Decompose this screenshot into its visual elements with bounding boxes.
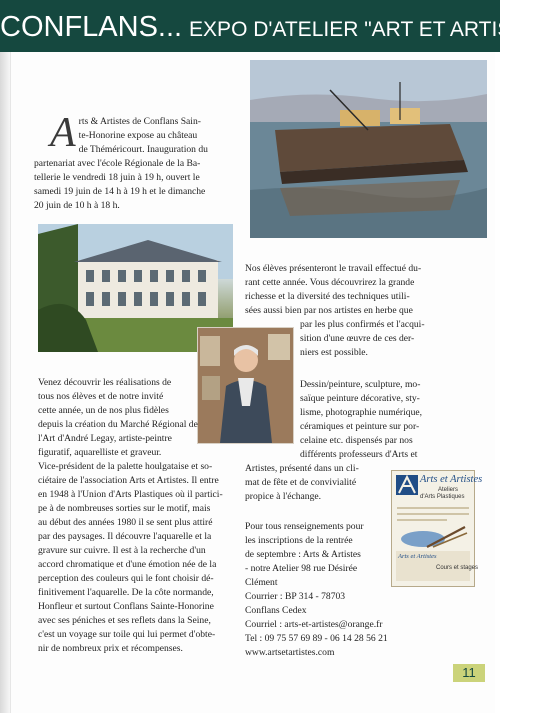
paragraph-line: rant cette année. Vous découvrirez la grande — [245, 277, 415, 288]
contact-line: Courrier : BP 314 - 78703 — [245, 591, 346, 602]
page-title — [0, 11, 560, 44]
paragraph-line: niers est possible. — [300, 347, 368, 358]
paragraph-line: accord chromatique et d'une émotion née de la — [38, 559, 217, 570]
paragraph-line: propice à l'échange. — [245, 491, 322, 502]
contact-email: Courriel : arts-et-artistes@orange.fr — [245, 619, 383, 630]
paragraph-line: celaine etc. dispensés par nos — [300, 435, 413, 446]
paragraph-line: Dessin/peinture, sculpture, mo- — [300, 379, 421, 390]
contact-line: Conflans Cedex — [245, 605, 307, 616]
intro-line: te-Honorine expose au château — [78, 130, 198, 141]
paragraph-line: tous nos élèves et de notre invité — [38, 391, 164, 402]
paragraph-line: par des paysages. Il découvre l'aquarelle et la — [38, 531, 212, 542]
left-column-paragraph-a — [38, 376, 188, 418]
contact-website: www.artsetartistes.com — [245, 647, 335, 658]
ad-logo-icon — [396, 475, 418, 495]
right-column-paragraph-1 — [245, 262, 463, 360]
paragraph-line: céramiques et peinture sur por- — [300, 421, 420, 432]
paragraph-line: au début des années 1980 il se sent plus attiré — [38, 517, 213, 528]
contact-line: les inscriptions de la rentrée — [245, 535, 353, 546]
paragraph-line: cette année, un de nos plus fidèles — [38, 405, 169, 416]
paragraph-line: avec ses péniches et ses reflets dans la Seine, — [38, 615, 211, 626]
ad-footer-subtitle: Cours et stages — [436, 565, 479, 571]
paragraph-line: sées aussi bien par nos artistes en herbe que — [245, 305, 413, 316]
ad-subtitle — [420, 487, 465, 501]
paragraph-line: depuis la création du Marché Régional de — [38, 419, 198, 430]
intro-line: tellerie le vendredi 18 juin à 19 h, ouvert le — [34, 172, 200, 183]
contact-line: Clément — [245, 577, 278, 588]
paragraph-line: en 1948 à l'Union d'Arts Plastiques où il partici- — [38, 489, 223, 500]
paragraph-line: par les plus confirmés et l'acqui- — [300, 319, 425, 330]
boats-painting-image — [250, 60, 487, 238]
title-part-2: EXPO D'ATELIER "ART ET ARTISTES" — [189, 18, 560, 41]
ad-subtitle-line-2: d'Arts Plastiques — [420, 494, 465, 500]
intro-line: 20 juin de 10 h à 18 h. — [34, 200, 120, 211]
contact-line: de septembre : Arts & Artistes — [245, 549, 361, 560]
contact-line: Pour tous renseignements pour — [245, 521, 364, 532]
paragraph-line: pe à de nombreuses sorties sur le motif, mais — [38, 503, 211, 514]
painting-photo — [250, 60, 487, 238]
intro-line: partenariat avec l'école Régionale de la Ba- — [34, 158, 201, 169]
paragraph-line: ciétaire de l'association Arts et Artistes. Il entre — [38, 475, 219, 486]
intro-paragraph — [34, 110, 238, 213]
paragraph-line: finitivement l'aquarelle. De la côte normande, — [38, 587, 214, 598]
intro-line: de Théméricourt. Inauguration du — [78, 144, 208, 155]
left-column-paragraph-b — [38, 418, 238, 656]
contact-phone: Tel : 09 75 57 69 89 - 06 14 28 56 21 — [245, 633, 388, 644]
paragraph-line: Honfleur et surtout Conflans Sainte-Honorine — [38, 601, 214, 612]
paragraph-line: gravure sur cuivre. Il est à la recherche d'un — [38, 545, 206, 556]
paragraph-line: perception des couleurs qui le font choisir dé- — [38, 573, 214, 584]
paragraph-line: lisme, photographie numérique, — [300, 407, 423, 418]
ad-title: Arts et Artistes — [420, 474, 483, 485]
paragraph-line: l'Art d'André Legay, artiste-peintre — [38, 433, 172, 444]
paragraph-line: différents professeurs d'Arts et — [300, 449, 418, 460]
paragraph-line: nir de nombreux prix et récompenses. — [38, 643, 183, 654]
paragraph-line: figuratif, aquarelliste et graveur. — [38, 447, 162, 458]
page-gutter-shadow — [0, 52, 10, 713]
paragraph-line: Vice-président de la palette houlgataise et so- — [38, 461, 213, 472]
paragraph-line: Artistes, présenté dans un cli- — [245, 463, 359, 474]
ad-subtitle-line-1: Ateliers — [438, 487, 459, 493]
paragraph-line: c'est un voyage sur toile qui lui permet d'obte- — [38, 629, 216, 640]
paragraph-line: Venez découvrir les réalisations de — [38, 377, 172, 388]
contact-info-block — [245, 520, 445, 660]
contact-line: - notre Atelier 98 rue Désirée — [245, 563, 358, 574]
title-part-1: CONFLANS... — [0, 11, 183, 43]
ad-text-line — [397, 507, 469, 509]
ad-text-line — [397, 513, 469, 515]
paragraph-line: mat de fête et de convivialité — [245, 477, 357, 488]
paragraph-line: saïque peinture décorative, sty- — [300, 393, 420, 404]
intro-line: rts & Artistes de Conflans Sain- — [78, 116, 201, 127]
intro-line: samedi 19 juin de 14 h à 19 h et le dimanche — [34, 186, 206, 197]
paragraph-line: Nos élèves présenteront le travail effectué du- — [245, 263, 422, 274]
ad-footer-title: Arts et Artistes — [398, 553, 437, 560]
paragraph-line: richesse et la diversité des techniques utili- — [245, 291, 410, 302]
dropcap-letter: A — [50, 110, 76, 156]
page-number: 11 — [453, 664, 485, 682]
paragraph-line: sition d'une œuvre de ces der- — [300, 333, 415, 344]
